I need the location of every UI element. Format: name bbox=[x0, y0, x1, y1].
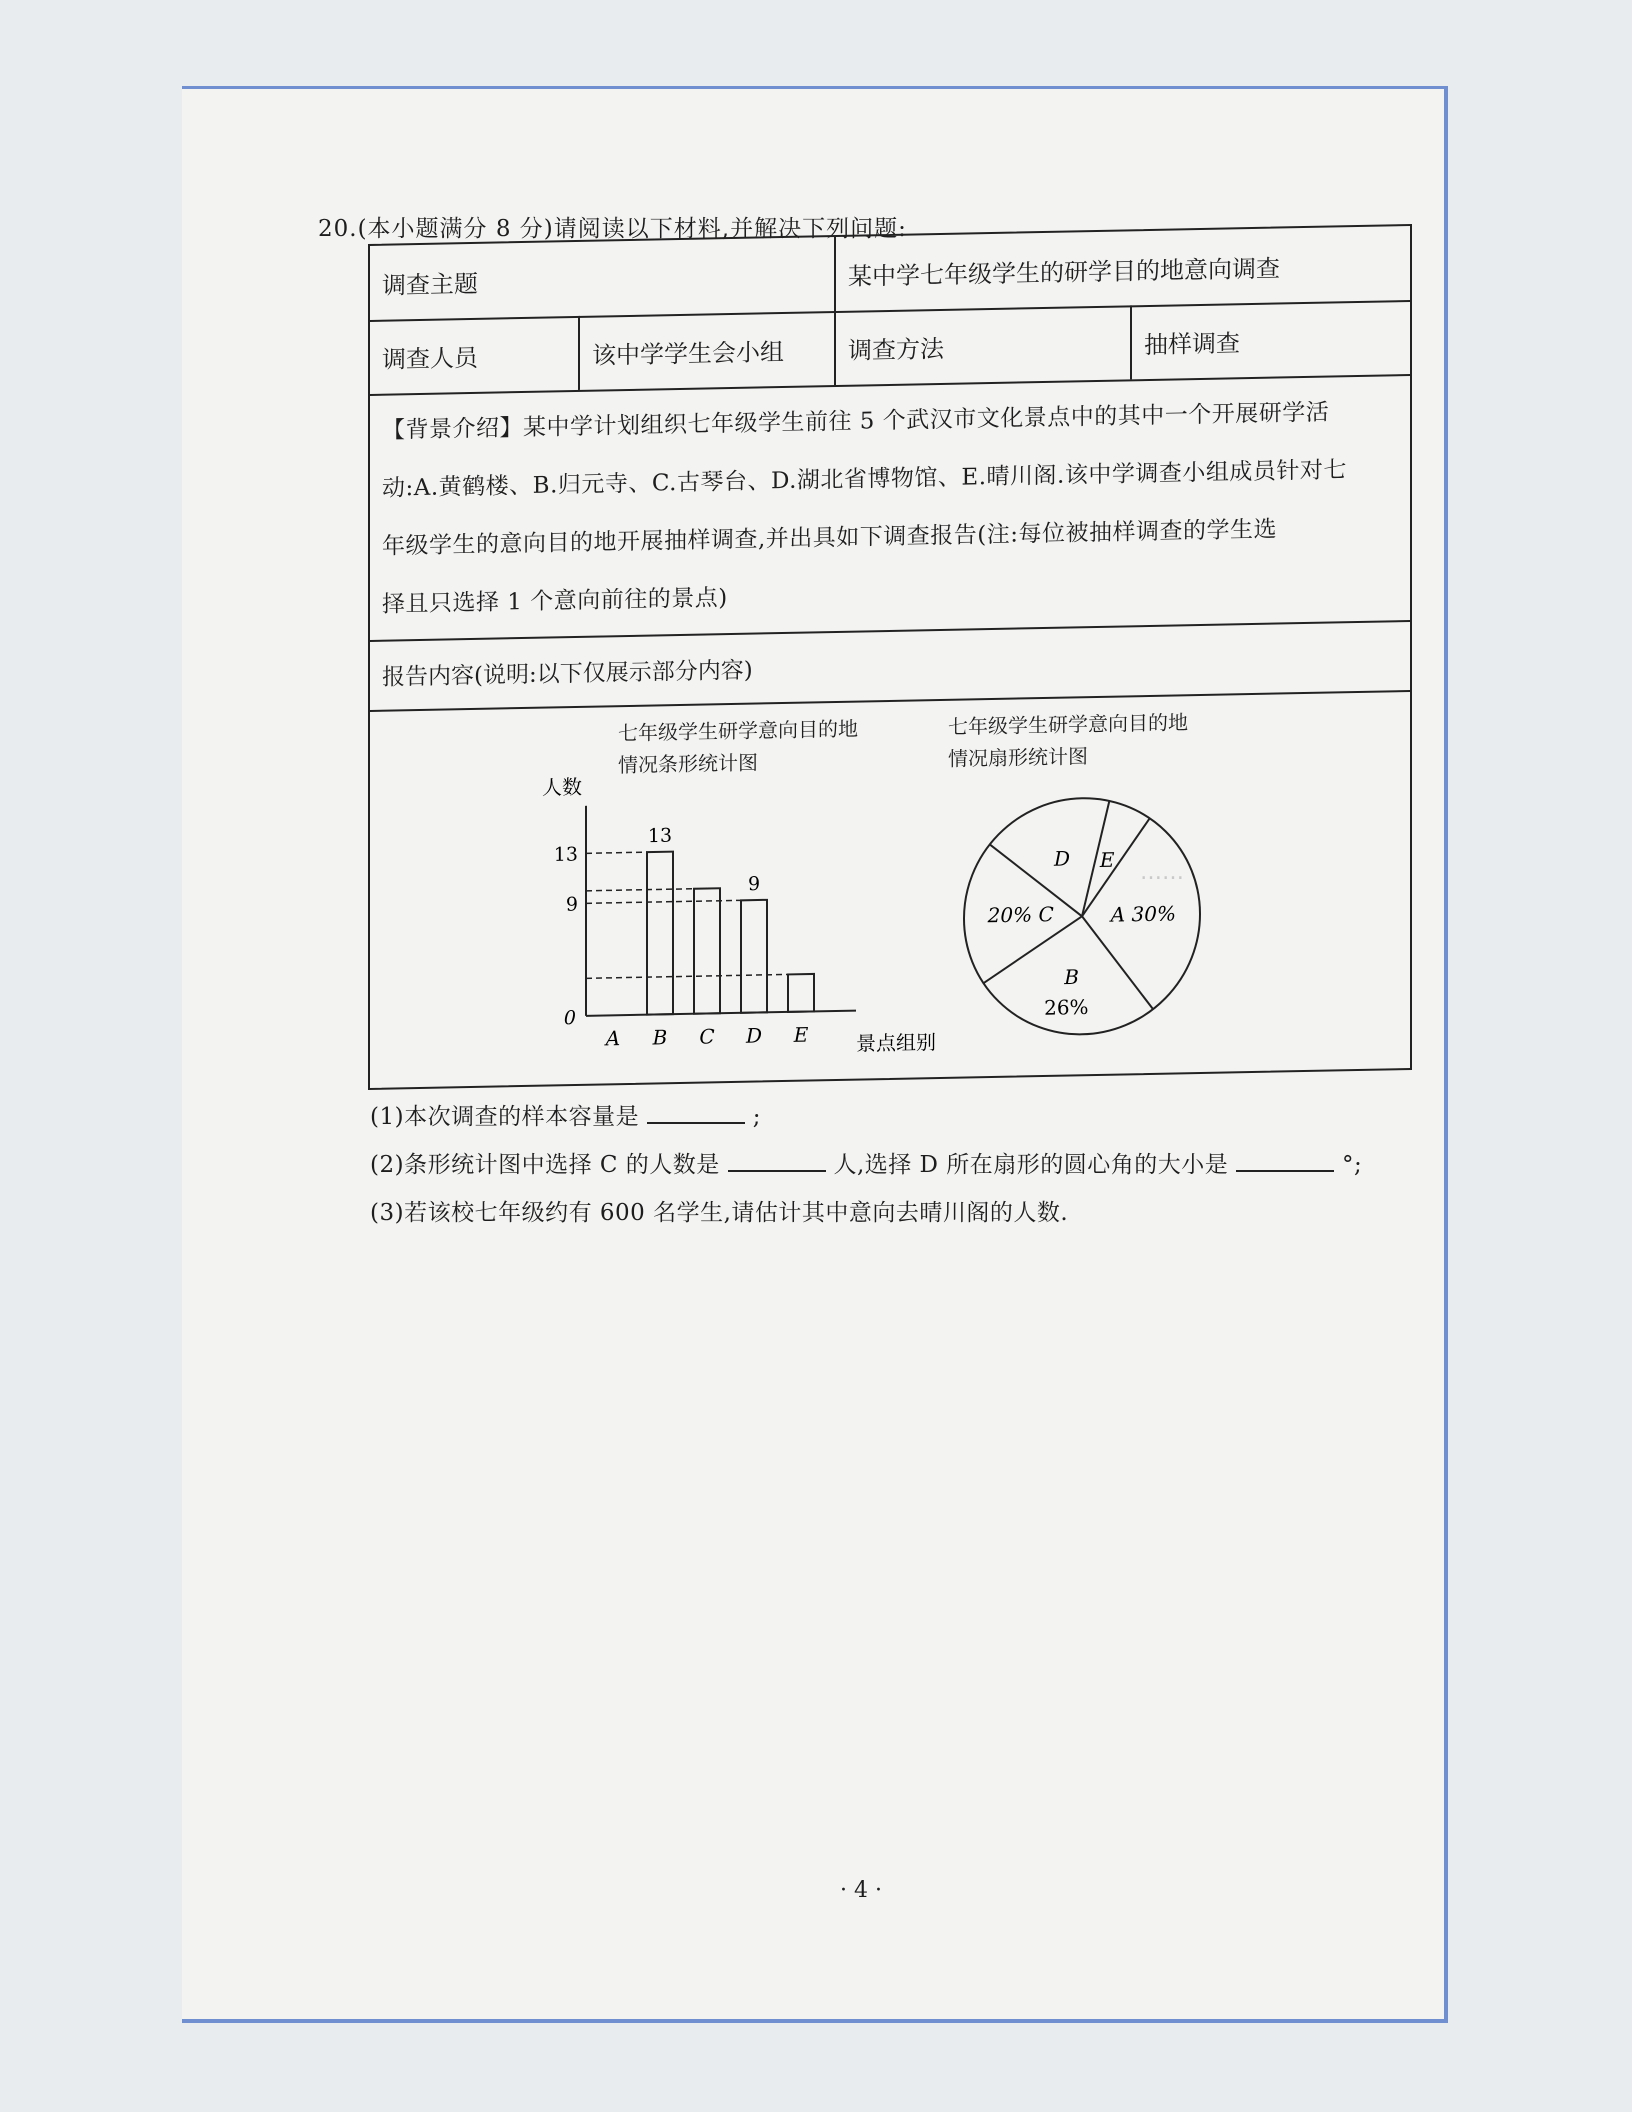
question-2 bbox=[370, 1146, 1362, 1179]
bar-c bbox=[694, 888, 720, 1013]
guide-line-b bbox=[586, 852, 647, 853]
x-tick-label: D bbox=[745, 1023, 763, 1048]
question-1 bbox=[370, 1098, 761, 1131]
guide-line-c bbox=[586, 889, 694, 891]
pie-chart bbox=[962, 794, 1202, 1039]
question-2-text: (2)条形统计图中选择 C 的人数是 bbox=[370, 1152, 720, 1178]
bar-chart bbox=[530, 769, 950, 1087]
slice-label-e: E bbox=[1099, 847, 1115, 872]
x-tick-label: A bbox=[605, 1026, 621, 1051]
background-intro bbox=[382, 382, 1398, 634]
guide-line-e bbox=[586, 974, 788, 978]
question-2-end: °; bbox=[1341, 1152, 1363, 1178]
charts-area bbox=[370, 690, 1410, 1088]
background-line-3: 年级学生的意向目的地开展抽样调查,并出具如下调查报告(注:每位被抽样调查的学生选 bbox=[382, 516, 1278, 560]
slice-edge-b bbox=[1082, 915, 1153, 1011]
report-label: 报告内容(说明:以下仅展示部分内容) bbox=[382, 657, 753, 691]
slice-percent-b: 26% bbox=[1044, 994, 1089, 1020]
x-tick-label: B bbox=[652, 1025, 668, 1050]
slice-label-b: B bbox=[1064, 964, 1079, 990]
staff-value: 该中学学生会小组 bbox=[580, 311, 836, 390]
question-3: (3)若该校七年级约有 600 名学生,请估计其中意向去晴川阁的人数. bbox=[370, 1200, 1069, 1226]
y-tick-label: 9 bbox=[565, 893, 578, 916]
topic-value: 某中学七年级学生的研学目的地意向调查 bbox=[848, 253, 1280, 291]
bar-b bbox=[647, 852, 673, 1015]
method-value: 抽样调查 bbox=[1144, 328, 1240, 359]
survey-table bbox=[368, 224, 1412, 1090]
question-1-blank[interactable] bbox=[647, 1100, 745, 1124]
data-label: 9 bbox=[747, 872, 761, 896]
x-axis-label: 景点组别 bbox=[856, 1030, 936, 1056]
method-label: 调查方法 bbox=[836, 305, 1132, 385]
bar-e bbox=[788, 974, 814, 1012]
x-tick-label: C bbox=[699, 1024, 715, 1049]
question-2-middle: 人,选择 D 所在扇形的圆心角的大小是 bbox=[833, 1152, 1229, 1178]
y-axis-label: 人数 bbox=[542, 774, 582, 800]
bar-chart-title-line-1: 七年级学生研学意向目的地 bbox=[618, 716, 858, 746]
pie-chart-title bbox=[948, 706, 1188, 775]
x-tick-label: E bbox=[793, 1022, 809, 1047]
question-2-blank-angle[interactable] bbox=[1236, 1148, 1334, 1172]
question-1-end: ; bbox=[752, 1104, 761, 1130]
pie-chart-title-line-2: 情况扇形统计图 bbox=[948, 744, 1088, 771]
staff-label: 调查人员 bbox=[370, 316, 580, 394]
pie-chart-title-line-1: 七年级学生研学意向目的地 bbox=[948, 710, 1188, 739]
background-line-1: 【背景介绍】某中学计划组织七年级学生前往 5 个武汉市文化景点中的其中一个开展研学活 bbox=[382, 399, 1330, 444]
table-row-background bbox=[370, 374, 1410, 642]
guide-line-d bbox=[586, 900, 741, 903]
bar-d bbox=[741, 900, 767, 1013]
background-line-2: 动:A.黄鹤楼、B.归元寺、C.古琴台、D.湖北省博物馆、E.晴川阁.该中学调查小组成员针对七 bbox=[382, 457, 1347, 502]
question-2-blank-c[interactable] bbox=[728, 1148, 826, 1172]
y-tick-label: 13 bbox=[553, 843, 578, 866]
bar-chart-title-line-2: 情况条形统计图 bbox=[618, 750, 758, 778]
slice-label-a: A 30% bbox=[1110, 901, 1176, 927]
data-label: 13 bbox=[647, 824, 673, 848]
slice-label-d: D bbox=[1054, 846, 1071, 871]
bleed-through-text: …… bbox=[1140, 860, 1184, 885]
background-line-4: 择且只选择 1 个意向前往的景点) bbox=[382, 585, 728, 618]
question-title: 20.(本小题满分 8 分)请阅读以下材料,并解决下列问题: bbox=[318, 216, 907, 242]
topic-label: 调查主题 bbox=[370, 237, 836, 320]
page-number: · 4 · bbox=[840, 1878, 882, 1903]
question-1-text: (1)本次调查的样本容量是 bbox=[370, 1104, 640, 1130]
origin-label: 0 bbox=[563, 1007, 576, 1030]
slice-label-c: 20% C bbox=[987, 902, 1054, 928]
